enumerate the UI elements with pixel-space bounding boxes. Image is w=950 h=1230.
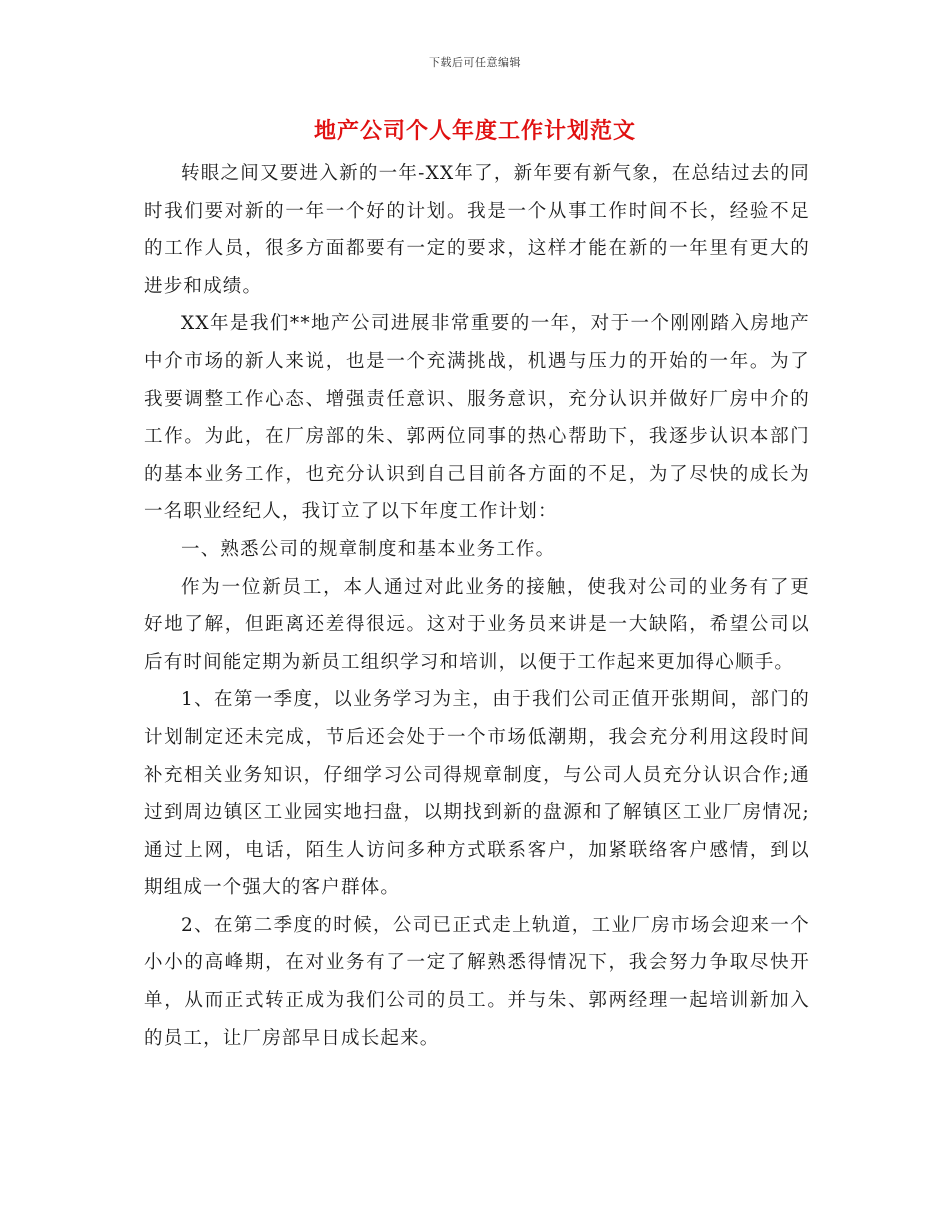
paragraph-new-employee: 作为一位新员工，本人通过对此业务的接触，使我对公司的业务有了更好地了解，但距离还差得很远。这对于业务员来讲是一大缺陷，希望公司以后有时间能定期为新员工组织学习和培训，以便于工作起来更加得心顺手。 (144, 576, 810, 673)
document-body (144, 155, 810, 1057)
paragraph-intro: 转眼之间又要进入新的一年-XX年了，新年要有新气象，在总结过去的同时我们要对新的一年一个好的计划。我是一个从事工作时间不长，经验不足的工作人员，很多方面都要有一定的要求，这样才能在新的一年里有更大的进步和成绩。 (144, 163, 810, 297)
document-title: 地产公司个人年度工作计划范文 (313, 118, 636, 144)
section-heading-1: 一、熟悉公司的规章制度和基本业务工作。 (181, 538, 556, 560)
paragraph-q2-plan: 2、在第二季度的时候，公司已正式走上轨道，工业厂房市场会迎来一个小小的高峰期，在对业务有了一定了解熟悉得情况下，我会努力争取尽快开单，从而正式转正成为我们公司的员工。并与朱、郭两经理一起培训新加入的员工，让厂房部早日成长起来。 (144, 914, 810, 1049)
paragraph-background: XX年是我们**地产公司进展非常重要的一年，对于一个刚刚踏入房地产中介市场的新人来说，也是一个充满挑战，机遇与压力的开始的一年。为了我要调整工作心态、增强责任意识、服务意识，充分认识并做好厂房中介的工作。为此，在厂房部的朱、郭两位同事的热心帮助下，我逐步认识本部门的基本业务工作，也充分认识到自己目前各方面的不足，为了尽快的成长为一名职业经纪人，我订立了以下年度工作计划： (144, 313, 810, 523)
header-note: 下载后可任意编辑 (429, 56, 521, 69)
paragraph-q1-plan: 1、在第一季度，以业务学习为主，由于我们公司正值开张期间，部门的计划制定还未完成，节后还会处于一个市场低潮期，我会充分利用这段时间补充相关业务知识，仔细学习公司得规章制度，与公司人员充分认识合作;通过到周边镇区工业园实地扫盘，以期找到新的盘源和了解镇区工业厂房情况;通过上网，电话，陌生人访问多种方式联系客户，加紧联络客户感情，到以期组成一个强大的客户群体。 (144, 689, 810, 899)
